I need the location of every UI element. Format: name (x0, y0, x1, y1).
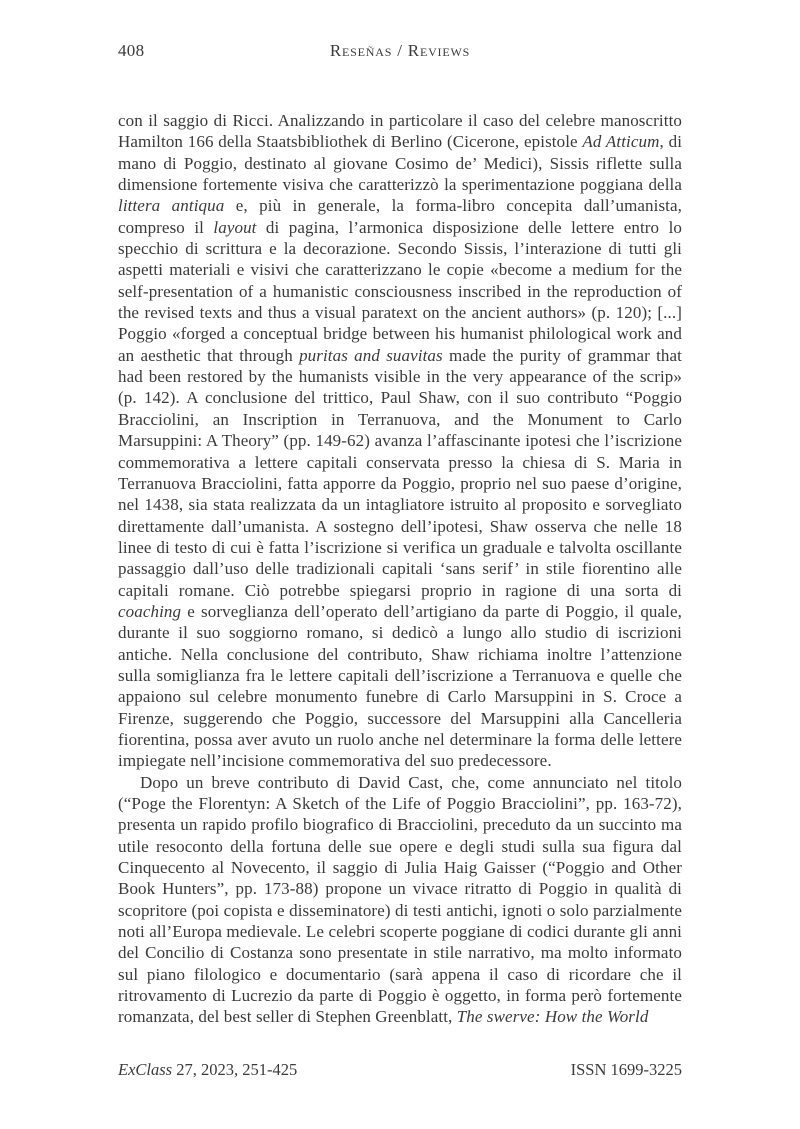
paragraph (118, 110, 682, 772)
page-number: 408 (118, 41, 145, 60)
review-text (118, 110, 682, 1028)
issn: ISSN 1699-3225 (570, 1060, 682, 1079)
journal-issue: 27, 2023, 251-425 (172, 1060, 298, 1079)
page-header (118, 41, 682, 63)
journal-name: ExClass (118, 1060, 173, 1079)
journal-citation (118, 1060, 297, 1080)
paragraph (118, 772, 682, 1028)
text-segment: con il saggio di Ricci. Analizzando in particolare il caso del celebre manoscritto Hamilton 166 della Staatsbibliothek di Berlino (Cicerone, epistole (118, 111, 682, 152)
text-segment: made the purity of grammar that had been restored by the humanists visible in the very appearance of the scrip» (p. 142). A conclusione del trittico, Paul Shaw, con il suo contributo “Poggio Bracciolini, an Inscription in Terranuova, and the Monument to Carlo Marsuppini: A Theory” (pp. 149-62) avanza l’affascinante ipotesi che l’iscrizione commemorativa a lettere capitali conservata presso la chiesa di S. Maria in Terranuova Bracciolini, fatta apporre da Poggio, proprio nel suo paese d’origine, nel 1438, sia stata realizzata da un intagliatore istruito al proposito e sorvegliato direttamente dall’umanista. A sostegno dell’ipotesi, Shaw osserva che nelle 18 linee di testo di cui è fatta l’iscrizione si verifica un graduale e talvolta oscillante passaggio dall’uso delle tradizionali capitali ‘sans serif’ in stile fiorentino alle capitali romane. Ciò potrebbe spiegarsi proprio in ragione di una sorta di (118, 345, 682, 600)
page-footer (118, 1060, 682, 1082)
italic-text-segment: coaching (118, 601, 182, 621)
italic-text-segment: littera antiqua (118, 196, 225, 216)
italic-text-segment: layout (213, 217, 257, 237)
text-segment: e, più in generale, la forma-libro concepita dall’umanista, compreso il (118, 196, 683, 237)
running-title: Reseñas / Reviews (329, 41, 471, 60)
italic-text-segment: Ad Atticum (582, 132, 660, 152)
text-segment: di pagina, l’armonica disposizione delle lettere entro lo specchio di scrittura e la decorazione. Secondo Sissis, l’interazione di tutti gli aspetti materiali e visivi che caratterizzano le copie «become a medium for the self-presentation of a humanistic consciousness inscribed in the reproduction of the revised texts and thus a visual paratext on the ancient authors» (p. 120); [...] Poggio «forged a conceptual bridge between his humanist philological work and an aesthetic that through (118, 217, 682, 365)
text-segment: e sorveglianza dell’operato dell’artigiano da parte di Poggio, il quale, durante il suo soggiorno romano, si dedicò a lungo allo studio di iscrizioni antiche. Nella conclusione del contributo, Shaw richiama inoltre l’attenzione sulla somiglianza fra le lettere capitali dell’iscrizione a Terranuova e quelle che appaiono sul celebre monumento funebre di Carlo Marsuppini in S. Croce a Firenze, suggerendo che Poggio, successore del Marsuppini alla Cancelleria fiorentina, possa aver avuto un ruolo anche nel determinare la forma delle lettere impiegate nell’incisione commemorativa del suo predecessore. (118, 601, 682, 771)
italic-text-segment: The swerve: How the World (456, 1007, 649, 1027)
text-segment: , di mano di Poggio, destinato al giovane Cosimo de’ Medici), Sissis riflette sulla dimensione fortemente visiva che caratterizzò la sperimentazione poggiana della (118, 132, 683, 195)
text-segment: Dopo un breve contributo di David Cast, che, come annunciato nel titolo (“Poge the Florentyn: A Sketch of the Life of Poggio Bracciolini”, pp. 163-72), presenta un rapido profilo biografico di Bracciolini, preceduto da un succinto ma utile resoconto della fortuna delle sue opere e degli studi sulla sua figura dal Cinquecento al Novecento, il saggio di Julia Haig Gaisser (“Poggio and Other Book Hunters”, pp. 173-88) propone un vivace ritratto di Poggio in qualità di scopritore (poi copista e disseminatore) di testi antichi, ignoti o solo parzialmente noti all’Europa medievale. Le celebri scoperte poggiane di codici durante gli anni del Concilio di Costanza sono presentate in stile narrativo, ma molto informato sul piano filologico e documentario (sarà appena il caso di ricordare che il ritrovamento di Lucrezio da parte di Poggio è oggetto, in forma però fortemente romanzata, del best seller di Stephen Greenblatt, (118, 772, 682, 1027)
italic-text-segment: puritas and suavitas (299, 345, 443, 365)
